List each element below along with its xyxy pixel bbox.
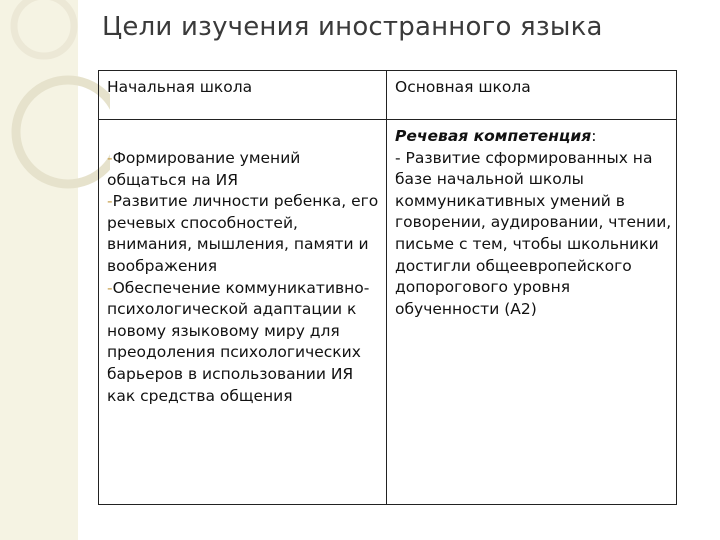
competence-text: - Развитие сформированных на базе начальной школы коммуникативных умений в говорении, аудировании, чтении, письме с тем, чтобы школьники достигли общеевропейского допорогового уровня обученности (А2)	[395, 148, 672, 318]
slide-title: Цели изучения иностранного языка	[102, 12, 603, 42]
list-item	[107, 148, 382, 191]
list-item	[107, 278, 382, 408]
goal-text: Обеспечение коммуникативно-психологической адаптации к новому языковому миру для преодоления психологических барьеров в использовании ИЯ как средства общения	[107, 278, 370, 405]
list-item	[107, 191, 382, 277]
decorative-ring-small	[14, 0, 74, 56]
goal-text: Развитие личности ребенка, его речевых способностей, внимания, мышления, памяти и воображения	[107, 192, 379, 275]
decorative-ring-large	[16, 80, 110, 184]
table-header-row	[99, 71, 677, 120]
bullet-dash: -	[107, 278, 113, 297]
bullet-dash: -	[107, 149, 113, 167]
header-basic-school: Основная школа	[387, 71, 677, 120]
bullet-dash: -	[107, 192, 113, 211]
basic-school-goals	[387, 120, 677, 505]
table-body-row	[99, 120, 677, 505]
primary-school-goals	[99, 120, 387, 505]
decorative-rings	[0, 0, 110, 200]
competence-heading	[395, 126, 672, 148]
goals-table	[98, 70, 677, 505]
competence-colon: :	[591, 127, 597, 145]
competence-title: Речевая компетенция	[395, 127, 592, 145]
goal-text: Формирование умений общаться на ИЯ	[107, 149, 301, 189]
header-primary-school: Начальная школа	[99, 71, 387, 120]
